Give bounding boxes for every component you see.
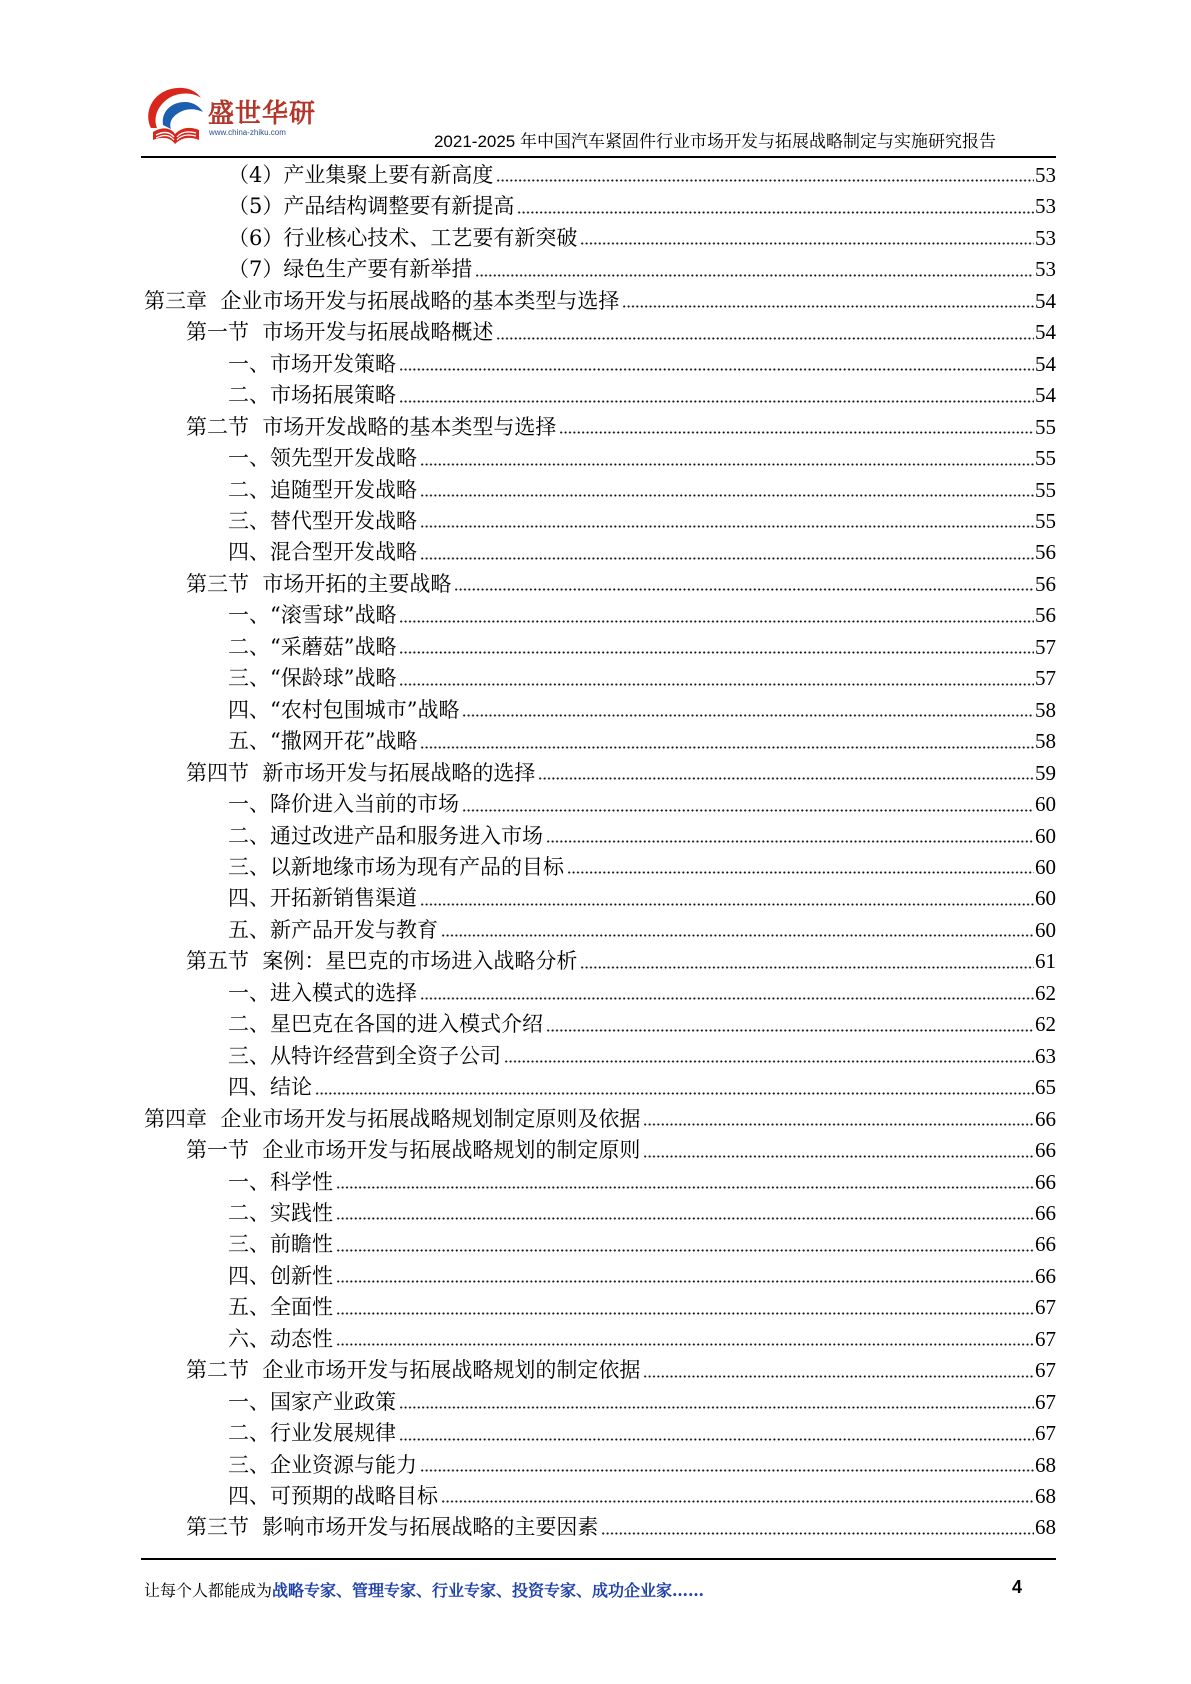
toc-subsection-entry[interactable]: [144, 1387, 1056, 1418]
toc-entry-title: 四、创新性: [228, 1263, 333, 1288]
toc-dot-leader: [538, 777, 1034, 780]
toc-entry-title: 三、从特许经营到全资子公司: [228, 1043, 501, 1068]
toc-dot-leader: [336, 1343, 1034, 1346]
toc-dot-leader: [420, 494, 1034, 497]
toc-entry-title: 第三节 市场开拓的主要战略: [186, 571, 452, 596]
toc-dot-leader: [336, 1186, 1034, 1189]
toc-entry-title: 二、行业发展规律: [228, 1421, 396, 1446]
toc-entry-title: （5）产品结构调整要有新提高: [228, 194, 515, 219]
toc-dot-leader: [336, 1280, 1034, 1283]
toc-entry-title: 三、替代型开发战略: [228, 508, 417, 533]
toc-chapter-entry[interactable]: [144, 1104, 1056, 1135]
toc-subsection-entry[interactable]: [144, 978, 1056, 1009]
toc-dot-leader: [399, 651, 1034, 654]
toc-subsection-entry[interactable]: [144, 380, 1056, 411]
toc-page-number: 54: [1035, 351, 1056, 376]
toc-page-number: 60: [1035, 917, 1056, 942]
logo-wordmark: 盛世华研: [208, 98, 317, 128]
toc-section-entry[interactable]: [144, 317, 1056, 348]
toc-subsection-entry[interactable]: [144, 191, 1056, 222]
toc-page-number: 66: [1035, 1106, 1056, 1131]
toc-page-number: 54: [1035, 320, 1056, 345]
toc-page-number: 56: [1035, 603, 1056, 628]
toc-entry-title: 四、可预期的战略目标: [228, 1484, 438, 1509]
toc-dot-leader: [420, 746, 1034, 749]
toc-page-number: 67: [1035, 1295, 1056, 1320]
toc-section-entry[interactable]: [144, 1355, 1056, 1386]
header-divider: [141, 156, 1056, 158]
toc-dot-leader: [559, 431, 1034, 434]
toc-page-number: 68: [1035, 1452, 1056, 1477]
toc-dot-leader: [462, 714, 1034, 717]
toc-subsection-entry[interactable]: [144, 1481, 1056, 1512]
toc-dot-leader: [546, 840, 1034, 843]
toc-entry-title: 三、“保龄球”战略: [228, 666, 397, 691]
toc-page-number: 68: [1035, 1484, 1056, 1509]
toc-page-number: 60: [1035, 886, 1056, 911]
toc-entry-title: 第三章 企业市场开发与拓展战略的基本类型与选择: [144, 288, 620, 313]
footer-slogan-highlight: 战略专家、管理专家、行业专家、投资专家、成功企业家……: [272, 1581, 705, 1600]
toc-page-number: 62: [1035, 980, 1056, 1005]
toc-page-number: 67: [1035, 1389, 1056, 1414]
footer-divider: [141, 1558, 1056, 1560]
toc-page-number: 67: [1035, 1358, 1056, 1383]
toc-subsection-entry[interactable]: [144, 349, 1056, 380]
toc-page-number: 54: [1035, 383, 1056, 408]
toc-dot-leader: [643, 1123, 1034, 1126]
toc-entry-title: 五、全面性: [228, 1295, 333, 1320]
toc-dot-leader: [601, 1532, 1034, 1535]
toc-dot-leader: [399, 368, 1034, 371]
toc-page-number: 53: [1035, 163, 1056, 187]
toc-entry-title: 第二节 市场开发战略的基本类型与选择: [186, 414, 557, 439]
toc-entry-title: 一、降价进入当前的市场: [228, 792, 459, 817]
toc-subsection-entry[interactable]: [144, 223, 1056, 254]
logo-emblem: [141, 84, 207, 146]
toc-dot-leader: [462, 809, 1034, 812]
toc-page-number: 67: [1035, 1326, 1056, 1351]
toc-entry-title: 六、动态性: [228, 1326, 333, 1351]
toc-entry-title: （6）行业核心技术、工艺要有新突破: [228, 225, 578, 250]
toc-entry-title: 第四节 新市场开发与拓展战略的选择: [186, 760, 536, 785]
toc-subsection-entry[interactable]: [144, 789, 1056, 820]
toc-subsection-entry[interactable]: [144, 1324, 1056, 1355]
toc-entry-title: 一、科学性: [228, 1169, 333, 1194]
toc-entry-title: 二、实践性: [228, 1200, 333, 1225]
toc-subsection-entry[interactable]: [144, 1009, 1056, 1040]
toc-dot-leader: [399, 1438, 1034, 1441]
toc-dot-leader: [336, 1249, 1034, 1252]
toc-page-number: 66: [1035, 1263, 1056, 1288]
toc-subsection-entry[interactable]: [144, 1292, 1056, 1323]
toc-dot-leader: [643, 1155, 1034, 1158]
toc-subsection-entry[interactable]: [144, 443, 1056, 474]
toc-entry-title: 三、以新地缘市场为现有产品的目标: [228, 854, 564, 879]
toc-entry-title: 第三节 影响市场开发与拓展战略的主要因素: [186, 1515, 599, 1540]
toc-entry-title: 二、“采蘑菇”战略: [228, 634, 397, 659]
toc-dot-leader: [336, 1217, 1034, 1220]
toc-page-number: 56: [1035, 571, 1056, 596]
toc-entry-title: 一、市场开发策略: [228, 351, 396, 376]
toc-page-number: 55: [1035, 414, 1056, 439]
toc-dot-leader: [580, 966, 1034, 969]
page-number: 4: [1012, 1577, 1023, 1597]
toc-page-number: 62: [1035, 1012, 1056, 1037]
toc-entry-title: 五、“撒网开花”战略: [228, 729, 418, 754]
toc-dot-leader: [399, 400, 1034, 403]
toc-dot-leader: [546, 1029, 1034, 1032]
toc-dot-leader: [475, 274, 1034, 277]
toc-entry-title: 二、通过改进产品和服务进入市场: [228, 823, 543, 848]
toc-entry-title: （7）绿色生产要有新举措: [228, 257, 473, 282]
toc-entry-title: 二、星巴克在各国的进入模式介绍: [228, 1012, 543, 1037]
toc-section-entry[interactable]: [144, 1135, 1056, 1166]
toc-dot-leader: [336, 1312, 1034, 1315]
toc-entry-title: （4）产业集聚上要有新高度: [228, 163, 494, 187]
toc-section-entry[interactable]: [144, 412, 1056, 443]
toc-dot-leader: [420, 903, 1034, 906]
company-logo: [141, 84, 316, 146]
toc-dot-leader: [399, 683, 1034, 686]
toc-dot-leader: [420, 997, 1034, 1000]
toc-page-number: 57: [1035, 666, 1056, 691]
toc-page-number: 56: [1035, 540, 1056, 565]
report-title: 2021-2025 年中国汽车紧固件行业市场开发与拓展战略制定与实施研究报告: [433, 132, 996, 151]
toc-entry-title: 四、结论: [228, 1075, 312, 1100]
toc-dot-leader: [420, 1469, 1034, 1472]
toc-dot-leader: [315, 1092, 1034, 1095]
toc-page-number: 66: [1035, 1200, 1056, 1225]
toc-subsection-entry[interactable]: [144, 695, 1056, 726]
toc-subsection-entry[interactable]: [144, 1072, 1056, 1103]
toc-subsection-entry[interactable]: [144, 852, 1056, 883]
toc-page-number: 55: [1035, 508, 1056, 533]
toc-entry-title: 三、企业资源与能力: [228, 1452, 417, 1477]
toc-page-number: 59: [1035, 760, 1056, 785]
toc-subsection-entry[interactable]: [144, 537, 1056, 568]
toc-page-number: 55: [1035, 477, 1056, 502]
toc-entry-title: 四、“农村包围城市”战略: [228, 697, 460, 722]
toc-page-number: 60: [1035, 823, 1056, 848]
toc-dot-leader: [580, 242, 1034, 245]
toc-subsection-entry[interactable]: [144, 663, 1056, 694]
toc-entry-title: 一、领先型开发战略: [228, 446, 417, 471]
toc-dot-leader: [496, 179, 1034, 182]
toc-subsection-entry[interactable]: [144, 1167, 1056, 1198]
toc-subsection-entry[interactable]: [144, 1198, 1056, 1229]
toc-subsection-entry[interactable]: [144, 915, 1056, 946]
toc-section-entry[interactable]: [144, 758, 1056, 789]
toc-dot-leader: [420, 525, 1034, 528]
toc-section-entry[interactable]: [144, 569, 1056, 600]
toc-page-number: 66: [1035, 1232, 1056, 1257]
toc-dot-leader: [622, 305, 1034, 308]
toc-dot-leader: [441, 1500, 1034, 1503]
toc-dot-leader: [399, 620, 1034, 623]
toc-entry-title: 一、“滚雪球”战略: [228, 603, 397, 628]
toc-subsection-entry[interactable]: [144, 1450, 1056, 1481]
footer-slogan: [144, 1578, 704, 1601]
toc-entry-title: 一、国家产业政策: [228, 1389, 396, 1414]
toc-entry-title: 第五节 案例：星巴克的市场进入战略分析: [186, 949, 578, 974]
toc-dot-leader: [643, 1375, 1034, 1378]
toc-subsection-entry[interactable]: [144, 506, 1056, 537]
toc-subsection-entry[interactable]: [144, 1418, 1056, 1449]
toc-entry-title: 一、进入模式的选择: [228, 980, 417, 1005]
toc-dot-leader: [420, 557, 1034, 560]
toc-entry-title: 第四章 企业市场开发与拓展战略规划制定原则及依据: [144, 1106, 641, 1131]
toc-subsection-entry[interactable]: [144, 160, 1056, 191]
table-of-contents: [144, 160, 1056, 1544]
toc-subsection-entry[interactable]: [144, 254, 1056, 285]
toc-dot-leader: [567, 871, 1034, 874]
toc-entry-title: 第一节 市场开发与拓展战略概述: [186, 320, 494, 345]
toc-dot-leader: [454, 588, 1034, 591]
toc-subsection-entry[interactable]: [144, 1261, 1056, 1292]
toc-subsection-entry[interactable]: [144, 1041, 1056, 1072]
toc-entry-title: 二、市场拓展策略: [228, 383, 396, 408]
toc-subsection-entry[interactable]: [144, 475, 1056, 506]
toc-page-number: 58: [1035, 697, 1056, 722]
toc-page-number: 67: [1035, 1421, 1056, 1446]
toc-entry-title: 第一节 企业市场开发与拓展战略规划的制定原则: [186, 1138, 641, 1163]
toc-subsection-entry[interactable]: [144, 632, 1056, 663]
toc-entry-title: 五、新产品开发与教育: [228, 917, 438, 942]
toc-entry-title: 二、追随型开发战略: [228, 477, 417, 502]
toc-page-number: 60: [1035, 854, 1056, 879]
toc-page-number: 66: [1035, 1169, 1056, 1194]
toc-entry-title: 四、开拓新销售渠道: [228, 886, 417, 911]
toc-page-number: 54: [1035, 288, 1056, 313]
toc-page-number: 58: [1035, 729, 1056, 754]
toc-entry-title: 第二节 企业市场开发与拓展战略规划的制定依据: [186, 1358, 641, 1383]
toc-section-entry[interactable]: [144, 1512, 1056, 1543]
toc-dot-leader: [517, 211, 1034, 214]
toc-subsection-entry[interactable]: [144, 1229, 1056, 1260]
toc-page-number: 68: [1035, 1515, 1056, 1540]
toc-dot-leader: [504, 1060, 1034, 1063]
toc-page-number: 53: [1035, 194, 1056, 219]
footer-slogan-prefix: 让每个人都能成为: [144, 1581, 273, 1600]
toc-page-number: 60: [1035, 792, 1056, 817]
toc-section-entry[interactable]: [144, 946, 1056, 977]
toc-page-number: 65: [1035, 1075, 1056, 1100]
logo-website-url: www.china-zhiku.com: [209, 128, 286, 137]
toc-subsection-entry[interactable]: [144, 821, 1056, 852]
toc-subsection-entry[interactable]: [144, 726, 1056, 757]
toc-dot-leader: [399, 1406, 1034, 1409]
toc-dot-leader: [420, 463, 1034, 466]
toc-page-number: 57: [1035, 634, 1056, 659]
toc-entry-title: 四、混合型开发战略: [228, 540, 417, 565]
toc-subsection-entry[interactable]: [144, 600, 1056, 631]
toc-page-number: 53: [1035, 257, 1056, 282]
toc-page-number: 63: [1035, 1043, 1056, 1068]
toc-dot-leader: [496, 337, 1034, 340]
toc-page-number: 61: [1035, 949, 1056, 974]
toc-entry-title: 三、前瞻性: [228, 1232, 333, 1257]
toc-subsection-entry[interactable]: [144, 883, 1056, 914]
toc-dot-leader: [441, 934, 1034, 937]
toc-chapter-entry[interactable]: [144, 286, 1056, 317]
toc-page-number: 55: [1035, 446, 1056, 471]
toc-page-number: 66: [1035, 1138, 1056, 1163]
toc-page-number: 53: [1035, 225, 1056, 250]
